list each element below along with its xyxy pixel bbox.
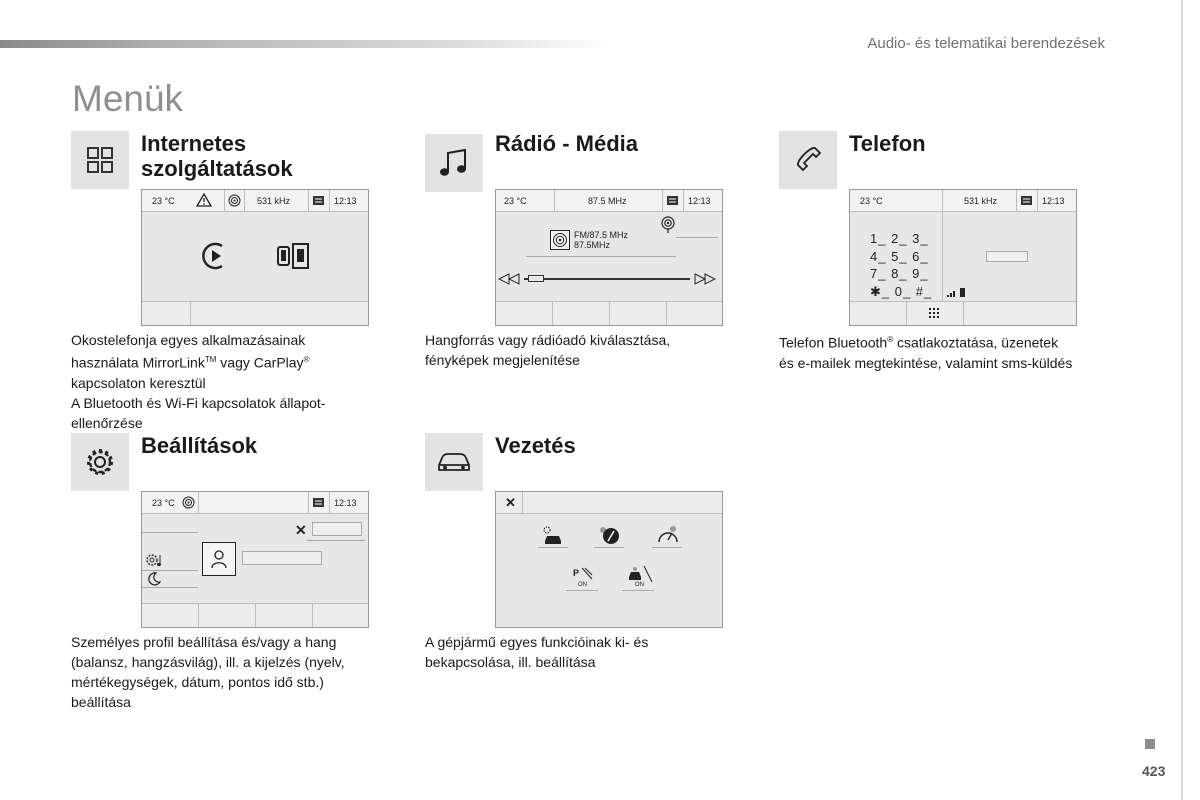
status-bar: [496, 190, 722, 212]
side-rule: [1181, 0, 1183, 800]
clock-readout: 12:13: [334, 196, 357, 206]
park-assist-icon[interactable]: [572, 565, 594, 583]
profile-name-field[interactable]: [242, 551, 322, 565]
vehicle-settings-icon[interactable]: [541, 525, 565, 547]
message-icon: [666, 195, 679, 208]
header-title: Audio- és telematikai berendezések: [867, 35, 1105, 52]
close-icon[interactable]: ✕: [505, 495, 516, 510]
description: Okostelefonja egyes alkalmazásainak használata MirrorLink™ vagy CarPlay® kapcsolaton keresztül A Bluetooth és Wi-Fi kapcsolatok állapot- ellenőrzése: [71, 332, 326, 431]
keypad-row[interactable]: 7_ 8_ 9_: [870, 266, 929, 281]
temp-readout: 23 °C: [504, 196, 527, 206]
description: Személyes profil beállítása és/vagy a hang (balansz, hangzásvilág), ill. a kijelzés (nyelv, mértékegységek, dátum, pontos idő stb.) beállítása: [71, 634, 345, 710]
keypad-row[interactable]: 4_ 5_ 6_: [870, 248, 929, 264]
dialpad-icon[interactable]: [928, 307, 940, 323]
screen-bottom-bar: [142, 603, 368, 627]
on-label: ON: [635, 582, 644, 588]
message-icon: [312, 497, 325, 510]
message-icon: [312, 195, 325, 208]
station-icon: [550, 230, 570, 252]
screen-driving: [495, 491, 723, 628]
on-label: ON: [578, 582, 587, 588]
warning-icon: [196, 193, 212, 209]
gear-icon: [71, 433, 129, 491]
number-display: [986, 251, 1028, 262]
status-bar: [496, 492, 722, 514]
screen-settings: [141, 491, 369, 628]
screen-bottom-bar: [850, 301, 1076, 325]
description: Telefon Bluetooth® csatlakoztatása, üzenetek és e-mailek megtekintése, valamint sms-küldés: [779, 334, 1073, 371]
screen-bottom-bar: [496, 301, 722, 325]
section-title: Rádió - Média: [495, 131, 639, 156]
clock-readout: 12:13: [334, 498, 357, 508]
temp-readout: 23 °C: [860, 196, 883, 206]
page-number: 423: [1142, 763, 1166, 779]
screen-radio: [495, 189, 723, 326]
night-mode-icon[interactable]: [147, 572, 161, 588]
page-marker: [1145, 739, 1155, 749]
rewind-icon[interactable]: [498, 273, 520, 287]
slider-handle[interactable]: [528, 275, 544, 282]
grid-icon: [71, 131, 129, 189]
frequency-slider[interactable]: [524, 278, 690, 280]
status-bar: [142, 190, 368, 212]
audio-settings-icon[interactable]: [145, 552, 165, 570]
screen-bottom-bar: [142, 301, 368, 325]
radio-signal-icon[interactable]: [660, 216, 676, 236]
section-title: Internetes szolgáltatások: [141, 131, 293, 181]
eco-drive-icon[interactable]: [598, 525, 622, 547]
settings-field[interactable]: [312, 522, 362, 536]
frequency-readout: 531 kHz: [257, 196, 291, 206]
signal-battery-icon: [946, 286, 968, 300]
header-bar: [0, 40, 610, 48]
speedometer-icon[interactable]: [656, 525, 680, 547]
fast-forward-icon[interactable]: [694, 273, 716, 287]
clock-readout: 12:13: [688, 196, 711, 206]
status-bar: [850, 190, 1076, 212]
screen-internet: [141, 189, 369, 326]
keypad-row[interactable]: ✱_ 0_ #_: [870, 283, 933, 299]
page-title: Menük: [72, 78, 184, 119]
svg-text:P: P: [573, 568, 580, 578]
section-title: Beállítások: [141, 433, 258, 458]
temp-readout: 23 °C: [152, 196, 175, 206]
mirrorlink-icon[interactable]: [276, 240, 310, 274]
temp-readout: 23 °C: [152, 498, 175, 508]
screen-phone: [849, 189, 1077, 326]
user-profile-icon: [210, 549, 228, 569]
frequency-readout: 531 kHz: [964, 196, 998, 206]
music-note-icon: [425, 134, 483, 192]
phone-handset-icon: [779, 131, 837, 189]
message-icon: [1020, 195, 1033, 208]
status-bar: [142, 492, 368, 514]
section-title: Telefon: [849, 131, 926, 156]
clock-readout: 12:13: [1042, 196, 1065, 206]
carplay-icon[interactable]: [200, 240, 230, 274]
radio-signal-icon: [182, 496, 195, 511]
station-label: FM/87.5 MHz 87.5MHz: [574, 230, 629, 250]
description: A gépjármű egyes funkcióinak ki- és bekapcsolása, ill. beállítása: [425, 634, 649, 670]
keypad-row[interactable]: 1_ 2_ 3_: [870, 231, 929, 246]
keypad[interactable]: [870, 230, 932, 300]
frequency-readout: 87.5 MHz: [588, 196, 627, 206]
description: Hangforrás vagy rádióadó kiválasztása, fényképek megjelenítése: [425, 332, 671, 368]
profile-button[interactable]: [202, 542, 236, 576]
car-icon: [425, 433, 483, 491]
section-title: Vezetés: [495, 433, 576, 458]
radio-signal-icon: [228, 194, 241, 209]
close-icon[interactable]: ✕: [295, 522, 307, 538]
